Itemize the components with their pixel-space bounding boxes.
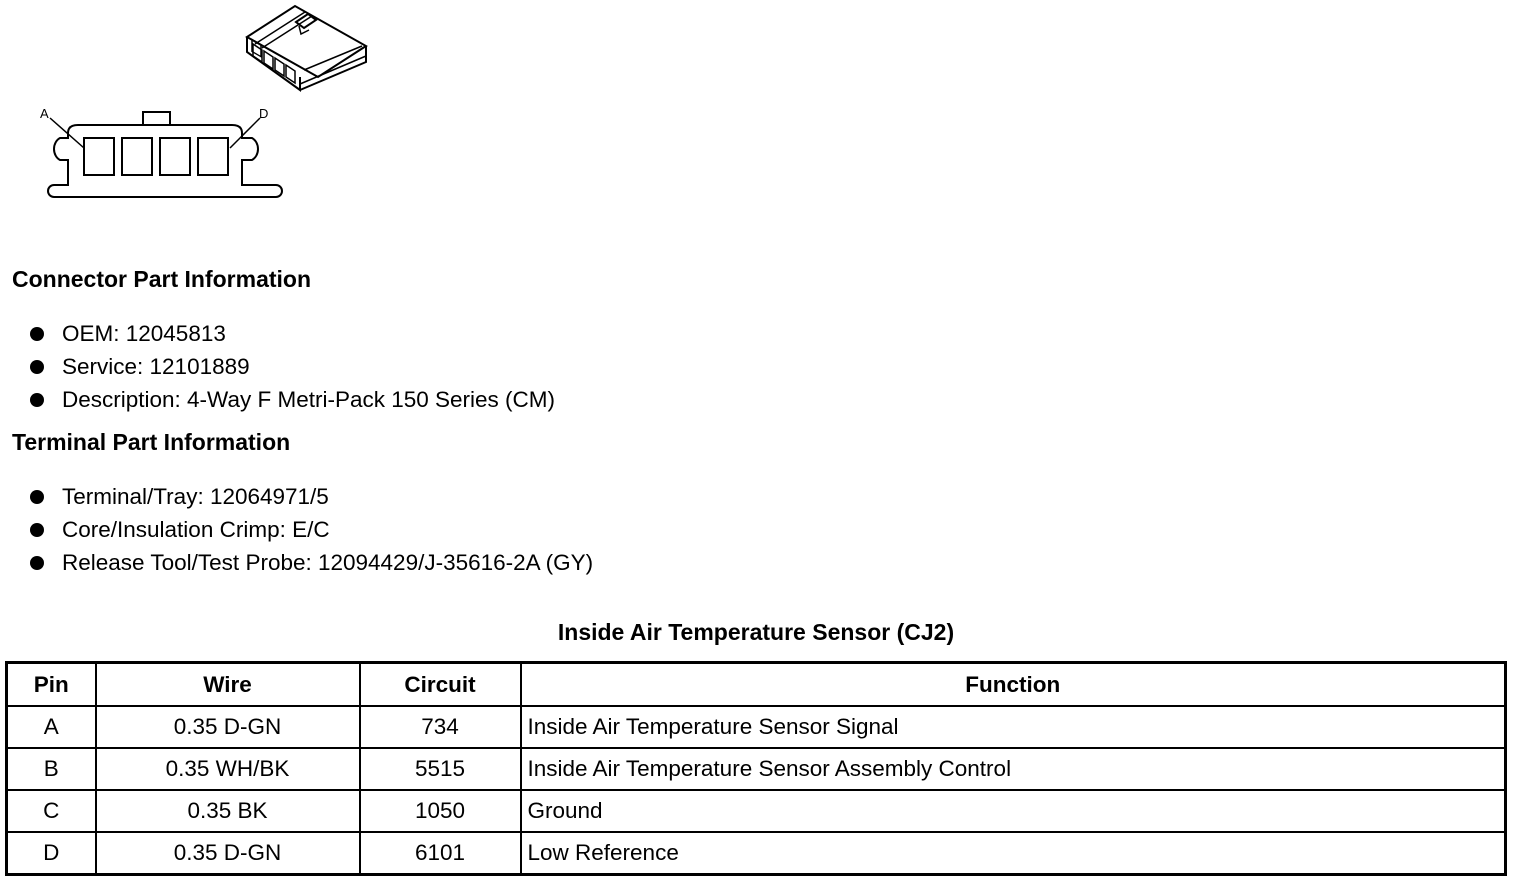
pin-label-d: D <box>259 106 269 121</box>
circuit-cell: 5515 <box>360 748 521 790</box>
connector-illustration <box>0 0 400 215</box>
pin-cavity-a <box>84 138 114 175</box>
pin-cell: A <box>7 706 96 748</box>
pin-cell: C <box>7 790 96 832</box>
connector-info-heading: Connector Part Information <box>12 266 312 292</box>
table-row <box>7 832 1506 875</box>
pin-d-leader <box>230 118 260 148</box>
wire-cell: 0.35 WH/BK <box>96 748 360 790</box>
pin-label-a: A <box>40 106 49 121</box>
list-item: Service: 12101889 <box>28 350 555 383</box>
pin-cavity-c <box>160 138 190 175</box>
connector-isometric-view <box>247 6 366 90</box>
list-item: Description: 4-Way F Metri-Pack 150 Series (CM) <box>28 383 555 416</box>
bullet-icon <box>30 523 44 537</box>
column-header-function: Function <box>521 663 1506 707</box>
bullet-icon <box>30 327 44 341</box>
list-item: Core/Insulation Crimp: E/C <box>28 513 593 546</box>
list-item: Release Tool/Test Probe: 12094429/J-35616-2A (GY) <box>28 546 593 579</box>
column-header-wire: Wire <box>96 663 360 707</box>
bullet-icon <box>30 490 44 504</box>
bullet-icon <box>30 556 44 570</box>
list-item: Terminal/Tray: 12064971/5 <box>28 480 593 513</box>
connector-face-view <box>48 112 282 197</box>
bullet-icon <box>30 360 44 374</box>
connector-info-list <box>28 317 555 416</box>
column-header-pin: Pin <box>7 663 96 707</box>
terminal-info-list <box>28 480 593 579</box>
table-header-row <box>7 663 1506 707</box>
column-header-circuit: Circuit <box>360 663 521 707</box>
circuit-cell: 1050 <box>360 790 521 832</box>
bullet-icon <box>30 393 44 407</box>
function-cell: Low Reference <box>521 832 1506 875</box>
circuit-cell: 6101 <box>360 832 521 875</box>
wire-cell: 0.35 BK <box>96 790 360 832</box>
function-cell: Inside Air Temperature Sensor Assembly Control <box>521 748 1506 790</box>
wire-cell: 0.35 D-GN <box>96 706 360 748</box>
pinout-table <box>5 661 1507 876</box>
pin-cell: D <box>7 832 96 875</box>
pin-cell: B <box>7 748 96 790</box>
pin-cavity-b <box>122 138 152 175</box>
wire-cell: 0.35 D-GN <box>96 832 360 875</box>
function-cell: Ground <box>521 790 1506 832</box>
pin-cavity-d <box>198 138 228 175</box>
table-title: Inside Air Temperature Sensor (CJ2) <box>557 619 955 645</box>
list-item: OEM: 12045813 <box>28 317 555 350</box>
table-row <box>7 748 1506 790</box>
table-row <box>7 706 1506 748</box>
function-cell: Inside Air Temperature Sensor Signal <box>521 706 1506 748</box>
table-row <box>7 790 1506 832</box>
circuit-cell: 734 <box>360 706 521 748</box>
terminal-info-heading: Terminal Part Information <box>12 429 291 455</box>
